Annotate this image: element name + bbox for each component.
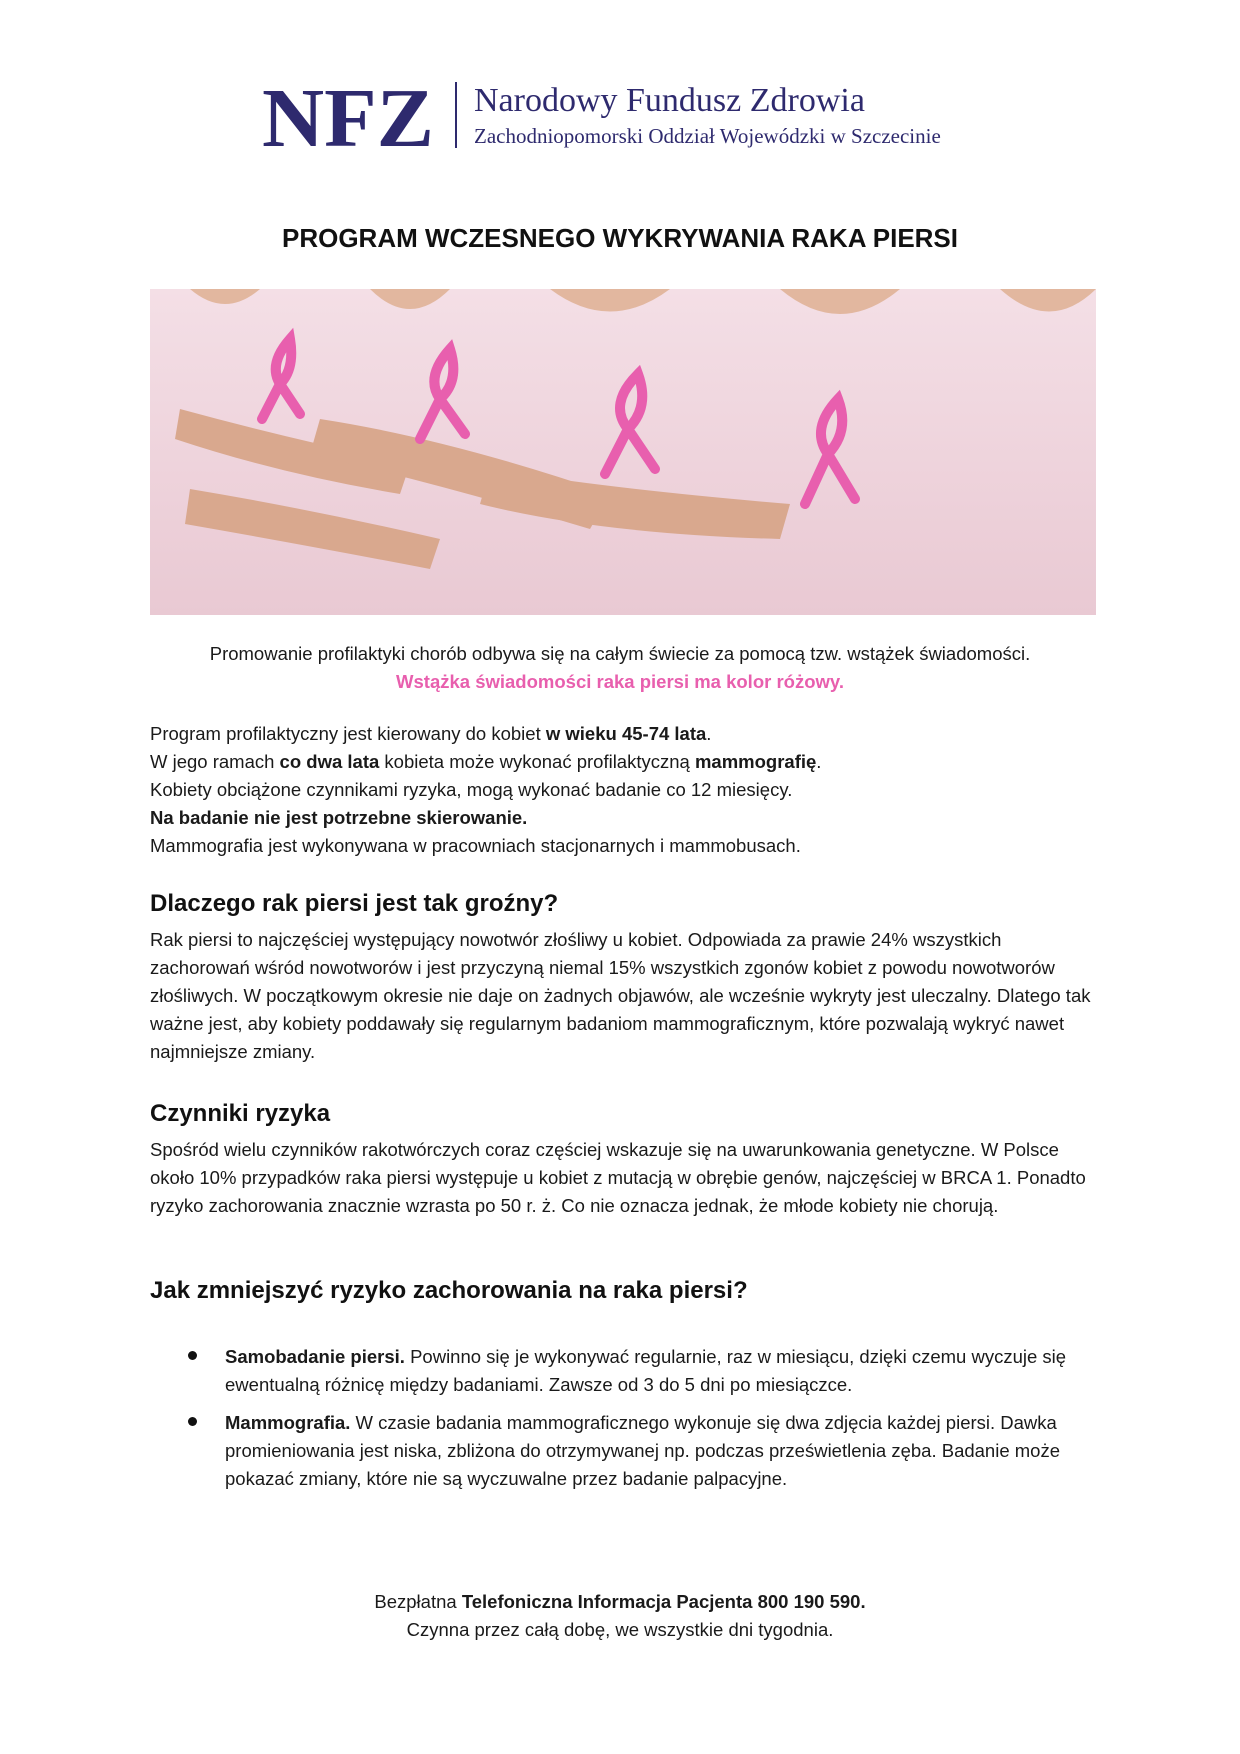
intro-line: Promowanie profilaktyki chorób odbywa się na całym świecie za pomocą tzw. wstążek świadomości. — [209, 643, 1031, 664]
hero-image — [150, 289, 1096, 615]
hours-line: Czynna przez całą dobę, we wszystkie dni tygodnia. — [406, 1619, 834, 1640]
intro — [0, 640, 1240, 696]
program-line-2: W jego ramach co dwa lata kobieta może wykonać profilaktyczną mammografię. — [150, 751, 822, 772]
section-heading-risk: Czynniki ryzyka — [150, 1100, 331, 1127]
section-text-danger: Rak piersi to najczęściej występujący nowotwór złośliwy u kobiet. Odpowiada za prawie 24% wszystkich zachorowań wśród nowotworów i jest przyczyną niemal 15% wszystkich zgonów kobiet z powodu nowotworów złośliwych. W początkowym okresie nie daje on żadnych objawów, ale wcześnie wykryty jest uleczalny. Dlatego tak ważne jest, aby kobiety poddawały się regularnym badaniom mammograficznym, które pozwalają wykryć nawet najmniejsze zmiany. — [150, 929, 1091, 1062]
section-text-risk: Spośród wielu czynników rakotwórczych coraz częściej wskazuje się na uwarunkowania genetyczne. W Polsce około 10% przypadków raka piersi występuje u kobiet z mutacją w obrębie genów, najczęściej w BRCA 1. Ponadto ryzyko zachorowania znacznie wzrasta po 50 r. ż. Co nie oznacza jednak, że młode kobiety nie chorują. — [150, 1139, 1086, 1216]
bullet-icon — [188, 1417, 197, 1426]
footer — [0, 1588, 1240, 1644]
nfz-logo — [262, 80, 437, 152]
org-name: Narodowy Fundusz Zdrowia — [474, 82, 865, 119]
section-heading-reduce: Jak zmniejszyć ryzyko zachorowania na raka piersi? — [150, 1277, 748, 1304]
program-line-3: Kobiety obciążone czynnikami ryzyka, mogą wykonać badanie co 12 miesięcy. — [150, 779, 793, 800]
bullet-list — [150, 1343, 1100, 1503]
section-heading-danger: Dlaczego rak piersi jest tak groźny? — [150, 890, 559, 917]
list-item: Samobadanie piersi. Powinno się je wykonywać regularnie, raz w miesiącu, dzięki czemu wyczuje się ewentualną różnicę między badaniami. Zawsze od 3 do 5 dni po miesiączce. — [150, 1343, 1100, 1399]
logo-divider — [455, 82, 457, 148]
program-line-1: Program profilaktyczny jest kierowany do kobiet w wieku 45-74 lata. — [150, 723, 712, 744]
org-branch: Zachodniopomorski Oddział Wojewódzki w Szczecinie — [474, 124, 941, 148]
ribbon-statement: Wstążka świadomości raka piersi ma kolor różowy. — [396, 671, 844, 692]
header — [262, 80, 1022, 160]
hotline-line: Bezpłatna Telefoniczna Informacja Pacjenta 800 190 590. — [374, 1591, 866, 1612]
program-line-4: Na badanie nie jest potrzebne skierowanie. — [150, 807, 528, 828]
list-item: Mammografia. W czasie badania mammograficznego wykonuje się dwa zdjęcia każdej piersi. Dawka promieniowania jest niska, zbliżona do otrzymywanej np. podczas prześwietlenia zęba. Badanie może pokazać zmiany, które nie są wyczuwalne przez badanie palpacyjne. — [150, 1409, 1100, 1493]
program-details — [150, 720, 1100, 860]
page-title: PROGRAM WCZESNEGO WYKRYWANIA RAKA PIERSI — [281, 223, 958, 253]
logo-text: NFZ — [262, 80, 434, 152]
bullet-icon — [188, 1351, 197, 1360]
program-line-5: Mammografia jest wykonywana w pracowniach stacjonarnych i mammobusach. — [150, 835, 801, 856]
